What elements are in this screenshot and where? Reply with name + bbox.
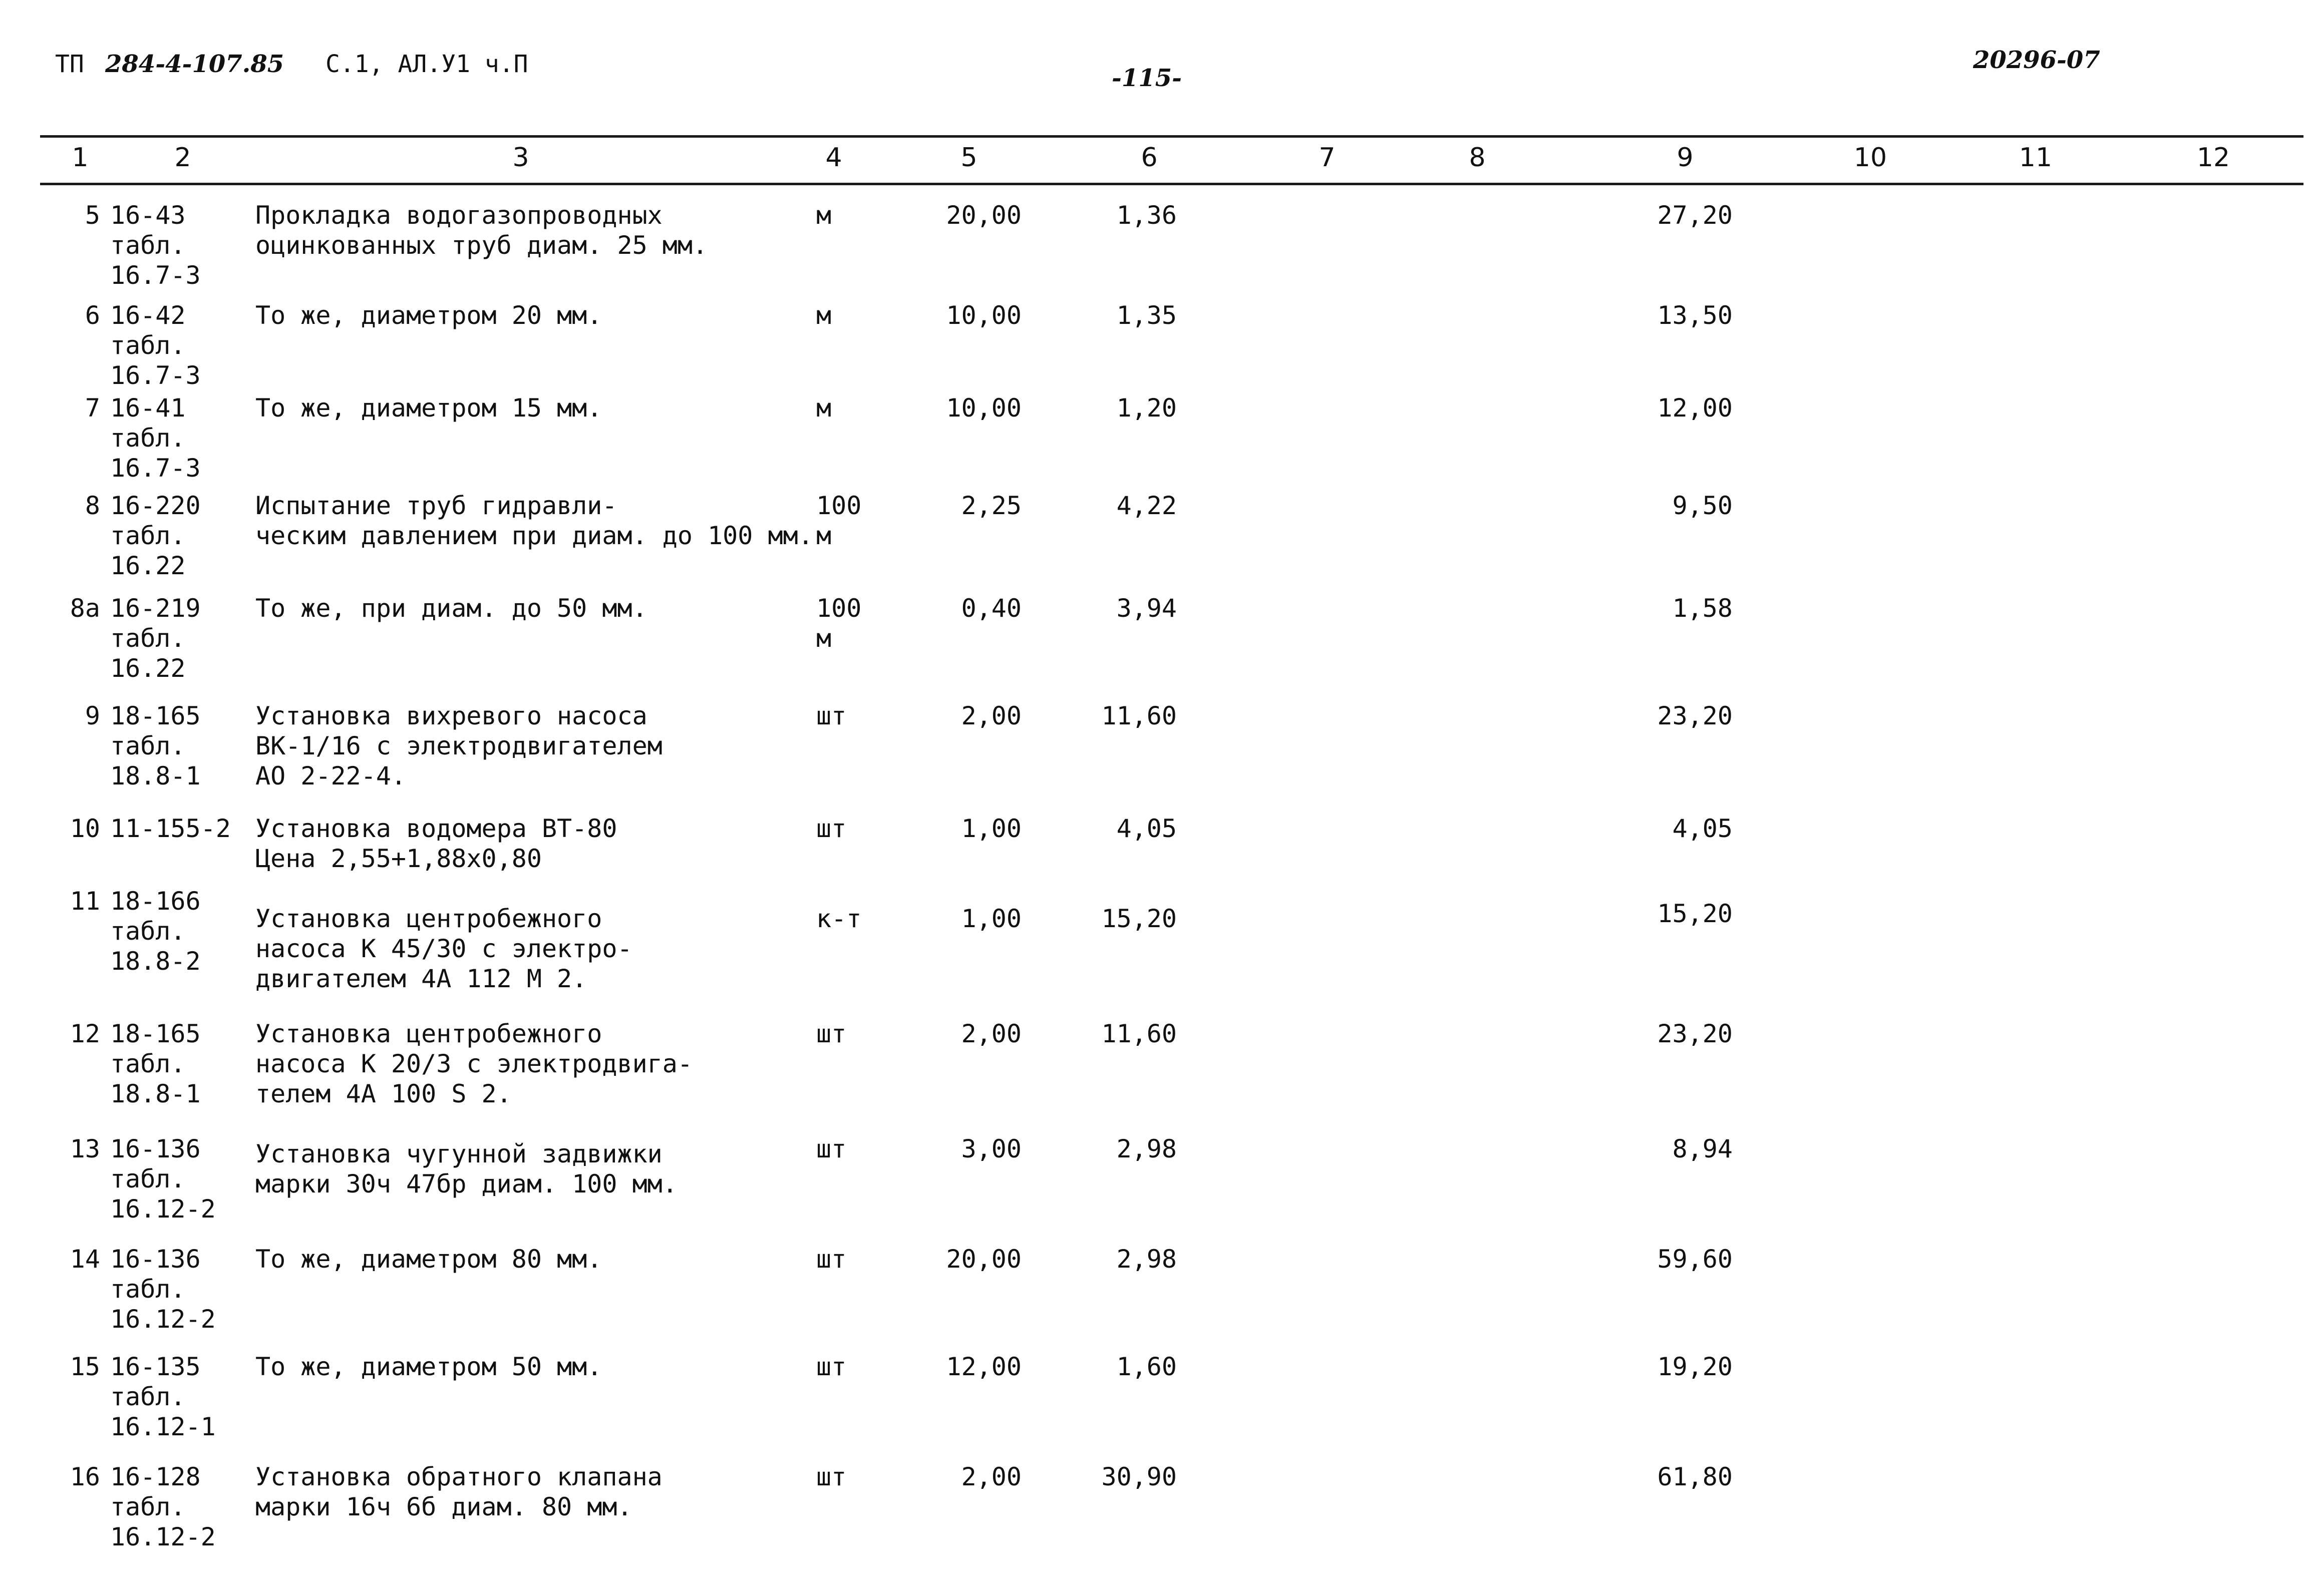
quantity: 1,00 — [961, 814, 1022, 843]
work-description: То же, диаметром 20 мм. — [255, 301, 602, 330]
row-number: 16 — [70, 1462, 100, 1491]
work-description: Установка обратного клапана марки 16ч 6б диам. 80 мм. — [255, 1462, 663, 1521]
table-row — [0, 886, 2307, 996]
table-row — [0, 1134, 2307, 1244]
total-cost: 61,80 — [1657, 1462, 1733, 1491]
work-description: Установка водомера ВТ-80 Цена 2,55+1,88х0,80 — [255, 814, 617, 873]
table-row — [0, 593, 2307, 703]
rate-code: 18-165 табл. 18.8-1 — [110, 701, 201, 790]
work-description: То же, диаметром 50 мм. — [255, 1352, 602, 1381]
total-cost: 23,20 — [1657, 1019, 1733, 1048]
unit: м — [816, 201, 832, 230]
row-number: 10 — [70, 814, 100, 843]
inventory-number: 20296-07 — [1973, 46, 2100, 74]
rate-code: 16-219 табл. 16.22 — [110, 594, 201, 683]
unit-price: 2,98 — [1116, 1245, 1177, 1274]
work-description: Установка центробежного насоса К 20/3 с электродвига- телем 4А 100 S 2. — [255, 1019, 693, 1108]
column-header: 12 — [2196, 143, 2230, 173]
table-row — [0, 701, 2307, 811]
quantity: 2,25 — [961, 491, 1022, 520]
work-description: То же, при диам. до 50 мм. — [255, 594, 647, 623]
total-cost: 13,50 — [1657, 301, 1733, 330]
total-cost: 8,94 — [1672, 1134, 1733, 1163]
column-header: 1 — [72, 143, 89, 173]
total-cost: 9,50 — [1672, 491, 1733, 520]
row-number: 11 — [70, 887, 100, 916]
unit: шт — [816, 1245, 847, 1274]
unit: шт — [816, 1019, 847, 1048]
quantity: 2,00 — [961, 701, 1022, 730]
table-row — [0, 1352, 2307, 1462]
unit: м — [816, 393, 832, 423]
rate-code: 16-136 табл. 16.12-2 — [110, 1134, 216, 1224]
work-description: Установка центробежного насоса К 45/30 с электро- двигателем 4А 112 М 2. — [255, 904, 632, 993]
quantity: 10,00 — [946, 393, 1022, 423]
column-header: 11 — [2019, 143, 2053, 173]
unit-price: 3,94 — [1116, 594, 1177, 623]
column-header: 3 — [512, 143, 529, 173]
rate-code: 18-166 табл. 18.8-2 — [110, 887, 201, 976]
doc-code: ТП — [55, 50, 84, 78]
table-header-rule — [40, 183, 2303, 185]
quantity: 20,00 — [946, 201, 1022, 230]
unit-price: 11,60 — [1101, 1019, 1177, 1048]
unit-price: 1,36 — [1116, 201, 1177, 230]
column-header: 4 — [825, 143, 842, 173]
row-number: 15 — [70, 1352, 100, 1381]
unit-price: 15,20 — [1101, 904, 1177, 933]
table-row — [0, 1244, 2307, 1354]
unit: 100 м — [816, 594, 862, 653]
unit-price: 1,35 — [1116, 301, 1177, 330]
work-description: Прокладка водогазопроводных оцинкованных труб диам. 25 мм. — [255, 201, 708, 260]
column-header: 10 — [1853, 143, 1887, 173]
rate-code: 16-43 табл. 16.7-3 — [110, 201, 201, 290]
row-number: 8а — [70, 594, 100, 623]
unit-price: 30,90 — [1101, 1462, 1177, 1491]
unit-price: 1,20 — [1116, 393, 1177, 423]
doc-number: 284-4-107.85 — [105, 50, 284, 78]
unit: 100 м — [816, 491, 862, 550]
table-row — [0, 393, 2307, 503]
row-number: 8 — [85, 491, 100, 520]
total-cost: 4,05 — [1672, 814, 1733, 843]
total-cost: 15,20 — [1657, 899, 1733, 928]
row-number: 9 — [85, 701, 100, 730]
unit: шт — [816, 1134, 847, 1163]
column-header: 6 — [1141, 143, 1158, 173]
doc-album: С.1, АЛ.У1 ч.П — [325, 50, 528, 78]
page-number: -115- — [1112, 64, 1182, 92]
total-cost: 27,20 — [1657, 201, 1733, 230]
unit: шт — [816, 1462, 847, 1491]
row-number: 6 — [85, 301, 100, 330]
unit-price: 11,60 — [1101, 701, 1177, 730]
rate-code: 11-155-2 — [110, 814, 231, 843]
total-cost: 19,20 — [1657, 1352, 1733, 1381]
unit: к-т — [816, 904, 862, 933]
column-header: 5 — [960, 143, 977, 173]
total-cost: 23,20 — [1657, 701, 1733, 730]
quantity: 3,00 — [961, 1134, 1022, 1163]
column-header: 2 — [174, 143, 191, 173]
unit-price: 2,98 — [1116, 1134, 1177, 1163]
quantity: 20,00 — [946, 1245, 1022, 1274]
quantity: 10,00 — [946, 301, 1022, 330]
column-header: 9 — [1677, 143, 1694, 173]
total-cost: 59,60 — [1657, 1245, 1733, 1274]
quantity: 2,00 — [961, 1462, 1022, 1491]
table-row — [0, 1019, 2307, 1129]
row-number: 7 — [85, 393, 100, 423]
total-cost: 1,58 — [1672, 594, 1733, 623]
rate-code: 16-41 табл. 16.7-3 — [110, 393, 201, 483]
table-row — [0, 1462, 2307, 1572]
quantity: 0,40 — [961, 594, 1022, 623]
row-number: 14 — [70, 1245, 100, 1274]
table-row — [0, 491, 2307, 601]
quantity: 1,00 — [961, 904, 1022, 933]
work-description: Установка чугунной задвижки марки 30ч 47бр диам. 100 мм. — [255, 1139, 678, 1199]
work-description: То же, диаметром 15 мм. — [255, 393, 602, 423]
rate-code: 16-128 табл. 16.12-2 — [110, 1462, 216, 1551]
quantity: 2,00 — [961, 1019, 1022, 1048]
unit-price: 4,22 — [1116, 491, 1177, 520]
unit: шт — [816, 701, 847, 730]
column-header: 8 — [1469, 143, 1486, 173]
work-description: Установка вихревого насоса ВК-1/16 с электродвигателем АО 2-22-4. — [255, 701, 663, 790]
rate-code: 16-42 табл. 16.7-3 — [110, 301, 201, 390]
row-number: 13 — [70, 1134, 100, 1163]
unit: шт — [816, 814, 847, 843]
table-row — [0, 200, 2307, 310]
rate-code: 16-135 табл. 16.12-1 — [110, 1352, 216, 1441]
unit-price: 1,60 — [1116, 1352, 1177, 1381]
row-number: 12 — [70, 1019, 100, 1048]
column-header: 7 — [1319, 143, 1336, 173]
quantity: 12,00 — [946, 1352, 1022, 1381]
row-number: 5 — [85, 201, 100, 230]
rate-code: 16-220 табл. 16.22 — [110, 491, 201, 580]
table-top-rule — [40, 135, 2303, 138]
unit: м — [816, 301, 832, 330]
rate-code: 16-136 табл. 16.12-2 — [110, 1245, 216, 1334]
unit-price: 4,05 — [1116, 814, 1177, 843]
unit: шт — [816, 1352, 847, 1381]
work-description: То же, диаметром 80 мм. — [255, 1245, 602, 1274]
total-cost: 12,00 — [1657, 393, 1733, 423]
rate-code: 18-165 табл. 18.8-1 — [110, 1019, 201, 1108]
work-description: Испытание труб гидравли- ческим давлением при диам. до 100 мм. — [255, 491, 813, 550]
